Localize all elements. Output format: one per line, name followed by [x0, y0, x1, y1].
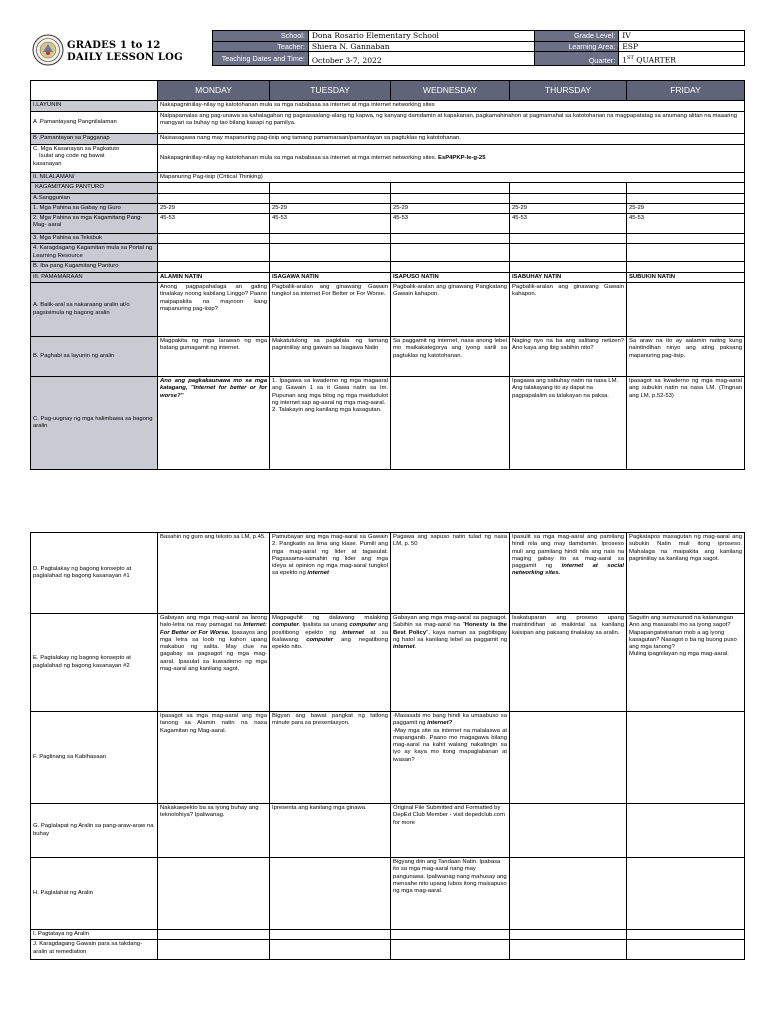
konsepto1-tue-text: Patnubayan ang mga mag-aaral sa Gawain 2. Pangkatin sa lima ang klase. Pumili ang mga mag-aaral ng lider at tagasulat. Pagsasama-samahin ng lider ang mga ideya at opinion ng mga mag-aaral tungkol sa epekto ng [272, 534, 388, 577]
konsepto2-wed-term2: internet [393, 644, 415, 651]
row-label-balik-aral: A. Balik-aral sa nakaraang aralin at/o pagsisimula ng bagong aralin [31, 283, 158, 337]
day-thursday: THURSDAY [510, 81, 627, 101]
konsepto2-tue-mid3: at sa ikalawang [272, 629, 388, 643]
konsepto2-wed-term: Honesty is the Best Policy [393, 622, 507, 636]
pamamaraan-mon: ALAMIN NATIN [158, 272, 270, 282]
gabay-thu: 25-29 [510, 203, 627, 213]
konsepto1-wed: Pagawa ang sapuso natin tulad ng nasa LM, p. 50 [391, 533, 510, 614]
quarter-word: QUARTER [633, 55, 677, 65]
empty-cell [627, 940, 745, 960]
kabihasaan-fri [627, 712, 745, 804]
row-label-kasanayan [31, 145, 158, 173]
day-friday: FRIDAY [627, 81, 745, 101]
empty-cell [510, 183, 627, 193]
kasanayan-sentence: Nakapagniniilay-nilay ng katotohanan mula sa mga nababasa sa internet at mga internet networking sites. [160, 154, 439, 161]
row-label-teksbuk: 3. Mga Pahina sa Teksbuk [31, 234, 158, 244]
empty-cell [270, 262, 391, 272]
quarter-label: Quarter: [535, 52, 619, 66]
empty-cell [510, 940, 627, 960]
empty-cell [158, 244, 270, 262]
pangnilalaman-text: Naipapamalas ang pag-unawa sa kahalagahan ng pagsasaalang-alang ng kapwa, ng kanyang damdamin at kapakanan, pagkamahinahon at pagmamahal sa katotohanan na magpapatatag sa anumang alitan na maaaring mangyari sa buhay ng tao bilang kasapi ng pamilya. [158, 112, 745, 134]
empty-cell [158, 940, 270, 960]
empty-cell [627, 858, 745, 930]
lesson-table-part2 [30, 532, 745, 960]
konsepto2-tue-term4: computer [306, 636, 334, 643]
empty-cell [391, 193, 510, 203]
konsepto1-thu-text: Ipasulit sa mga mag-aaral ang pamilang hindi nila ang may damdamin. Iproseso muli ang pamilang hindi nila ang nais na maging gabay ito sa mag-aaral sa paggamit ng [512, 534, 624, 570]
konsepto2-wed-post: ", kaya naman sa pagbibigay ng hatol sa kanilang lebel sa paggamit ng [393, 629, 507, 643]
empty-cell [627, 193, 745, 203]
pag-uugnay-mon: Ano ang pagkakaunawa mo sa mga katagang, "Internet for better or for worse?" [158, 377, 270, 470]
empty-cell [510, 262, 627, 272]
empty-cell [158, 930, 270, 940]
balik-aral-tue: Pagbalik-aralan ang ginawang Gawain tungkol sa internet For Better or For Worse. [270, 283, 391, 337]
empty-cell [270, 193, 391, 203]
empty-cell [627, 262, 745, 272]
empty-cell [627, 234, 745, 244]
konsepto2-tue [270, 614, 391, 712]
empty-cell [158, 262, 270, 272]
row-label-iba: B. Iba pang Kagamitang Panturo [31, 262, 158, 272]
empty-cell [158, 193, 270, 203]
paghahabi-wed: Sa paggamit ng internet, nasa anong lebel mo maikakategorya ang iyong sarili sa pagtuklas ng katotohanan. [391, 337, 510, 377]
konsepto1-tue [270, 533, 391, 614]
pamamaraan-fri: SUBUKIN NATIN [627, 272, 745, 282]
row-label-paglalapat: G. Paglalapat ng Aralin sa pang-araw-araw na buhay [31, 804, 158, 858]
paghahabi-fri: Sa araw na ito ay aalamin nating kung naintindihan ninyo ang ating paksang mapanuring pag-iisip. [627, 337, 745, 377]
empty-cell [391, 930, 510, 940]
row-label-karagdagan: 4. Karagdagang Kagamitan mula sa Portal ng Learning Resource [31, 244, 158, 262]
kagamitan-mon: 45-53 [158, 214, 270, 234]
kagamitan-tue: 45-53 [270, 214, 391, 234]
row-label-konsepto1: D. Pagtalakay ng bagong konsepto at paglalahad ng bagong kasanayan #1 [31, 533, 158, 614]
row-label-konsepto2: E. Pagtalakay ng bagong konsepto at paglalahad ng bagong kasanayan #2 [31, 614, 158, 712]
empty-cell [627, 930, 745, 940]
paghahabi-tue: Makatutulong sa pagkilala ng tamang pagniniilay ang gawain sa Isagawa Natin [270, 337, 391, 377]
empty-cell [391, 183, 510, 193]
pamamaraan-wed: ISAPUSO NATIN [391, 272, 510, 282]
empty-cell [158, 183, 270, 193]
konsepto2-mon-text: Gabayan ang mga mag-aaral sa larong halo-letra na may pamagat na [160, 615, 267, 629]
paglalapat-tue: Ipresenta ang kanilang mga ginawa. [270, 804, 391, 858]
konsepto2-tue-term2: computer [349, 622, 377, 629]
pag-uugnay-tue: 1. Ipagawa sa kwaderno ng mga magaaral ang Gawain 1 sa it Gawa natin sa lm. Pupunan ang mga bilog ng mga maidudulot ng internet sap ag-aaral ng mga mag-aaral. 2. Talakayin ang kanilang mga kasagutan. [270, 377, 391, 470]
kabihasaan-thu [510, 712, 627, 804]
kasanayan-text [158, 145, 745, 173]
row-label-kagamitan: KAGAMITANG PANTURO [31, 183, 158, 193]
empty-cell [391, 244, 510, 262]
empty-cell [510, 858, 627, 930]
day-tuesday: TUESDAY [270, 81, 391, 101]
area-label: Learning Area: [535, 41, 619, 52]
row-label-pagganap: B .Pamantayan sa Pagganap [31, 134, 158, 145]
kabihasaan-mon: Ipasagot sa mga mag-aaral ang mga tanong sa Alamin natin na nasa Kagamitan ng Mag-aaral. [158, 712, 270, 804]
empty-cell [391, 262, 510, 272]
gabay-tue: 25-29 [270, 203, 391, 213]
area-value: ESP [619, 41, 745, 52]
row-label-pagtataya: I. Pagtataya ng Aralin [31, 930, 158, 940]
balik-aral-mon: Anong pagpapahalaga an gating tinalakay noong kabilang Linggo? Paano maipapakita na mayroon kang mapanuring pag-iisip? [158, 283, 270, 337]
empty-cell [270, 940, 391, 960]
empty-cell [510, 244, 627, 262]
konsepto1-tue-term: internet [307, 570, 329, 577]
pag-uugnay-thu: Ipagawa ang sabuhay natin na nasa LM. Ang talakayang ito ay dapat na pagpapalalim sa talakayan na paksa. [510, 377, 627, 470]
empty-cell [510, 930, 627, 940]
empty-cell [510, 193, 627, 203]
school-label: School: [213, 31, 309, 42]
kabihasaan-tue: Bigyan ang bawat pangkat ng tatlong minute para sa presentasyon. [270, 712, 391, 804]
paglalahat-wed: Bigyang diin ang Tandaan Natin. Ipabasa ito sa mga mag-aaral nang may pangunawa. Ipaliwanag nang mahusay ang mensahe nito upang lubos itong maisapuso ng mga mag-aaral. [391, 858, 510, 930]
konsepto2-mon-post: Ipasayos ang mga letra sa loob ng kahon upang makabuo ng salita. May clue na gagabay sa pagsagot ng mga mag-aaral. Ipasulat sa kuwaderno ng mga mag-aaral ang kanilang sagot. [160, 629, 267, 673]
kasanayan-label-line2: Isulat ang code ng bawat [39, 153, 105, 160]
day-monday: MONDAY [158, 81, 270, 101]
empty-cell [391, 234, 510, 244]
konsepto2-tue-text: Magpaguhit ng dalawang malaking [272, 615, 388, 621]
deped-seal-icon [32, 34, 64, 66]
pag-uugnay-wed [391, 377, 510, 470]
header [30, 30, 745, 72]
paglalapat-mon: Nakakaepekto ba sa iyong buhay ang teknolohiya? Ipaliwanag. [158, 804, 270, 858]
kasanayan-label-line3: kasanayan [33, 160, 62, 167]
day-wednesday: WEDNESDAY [391, 81, 510, 101]
kagamitan-wed: 45-53 [391, 214, 510, 234]
empty-cell [627, 183, 745, 193]
konsepto2-wed-text: Gabayan ang mga mag-aaral sa pagsagot. Sabihin sa mag-aaral na " [393, 615, 507, 629]
pamamaraan-tue: ISAGAWA NATIN [270, 272, 391, 282]
konsepto2-mon-term: Internet: For Better or For Worse. [160, 622, 267, 636]
kasanayan-code: EsP4PKP-Ie-g-25 [438, 154, 486, 161]
pagganap-text: Naisasagawa nang may mapanuring pag-iisip ang tamang pamamaraan/pamantayan sa pagtuklas ng katotohanan. [158, 134, 745, 145]
balik-aral-thu: Pagbalik-aralan ang ginawang Gawain kahapon. [510, 283, 627, 337]
konsepto2-thu: Isakatuparan ang proseso upang maintindihan at maikintal sa kanilang kaisipan ang paksang tinalakay sa aralin. [510, 614, 627, 712]
quarter-number: 1 [622, 55, 628, 65]
pamamaraan-thu: ISABUHAY NATIN [510, 272, 627, 282]
grade-label: Grade Level: [535, 31, 619, 42]
konsepto2-mon [158, 614, 270, 712]
empty-cell [627, 244, 745, 262]
gabay-mon: 25-29 [158, 203, 270, 213]
row-label-kabihasaan: F. Paglinang sa Kabihasaan [31, 712, 158, 804]
empty-cell [270, 183, 391, 193]
title-line-2: DAILY LESSON LOG [67, 52, 183, 63]
lesson-table-part1 [30, 80, 745, 470]
konsepto1-thu-term: internet at social networking sites. [512, 563, 624, 577]
konsepto2-wed-end: . [414, 644, 417, 651]
kabihasaan-wed [391, 712, 510, 804]
konsepto1-fri: Pagkatapos masagutan ng mag-aaral ang subukin Natin muli itong iproseso. Mahalaga na maipakita ang kanilang pagniniilay sa kanilang mga sagot. [627, 533, 745, 614]
nilalaman-text: Mapanuring Pag-iisip (Critical Thinking) [158, 173, 745, 183]
document-title [67, 40, 183, 64]
title-line-1: GRADES 1 to 12 [67, 40, 161, 51]
empty-cell [270, 234, 391, 244]
empty-cell [510, 234, 627, 244]
paglalapat-thu [510, 804, 627, 858]
row-label-takdang: J. Karagdagang Gawain para sa takdang- aralin at remediation [31, 940, 158, 960]
gabay-wed: 25-29 [391, 203, 510, 213]
pag-uugnay-fri: Ipasagot sa kwaderno ng mga mag-aaral ang subukin natin na nasa LM. (Tingnan ang LM, p.52-53) [627, 377, 745, 470]
teacher-value: Shiera N. Gannaban [308, 41, 535, 52]
row-label-kagamitan-mag: 2. Mga Pahina sa mga Kagamitang Pang- Mag- aaral [31, 214, 158, 234]
header-info-table [212, 30, 745, 66]
row-label-paghahabi: B. Paghabi sa layunin ng aralin [31, 337, 158, 377]
konsepto1-thu [510, 533, 627, 614]
school-value: Dona Rosario Elementary School [308, 31, 535, 42]
empty-cell [270, 930, 391, 940]
row-label-pag-uugnay: C. Pag-uugnay ng mga halimbawa sa bagong aralin [31, 377, 158, 470]
dates-label: Teaching Dates and Time: [213, 52, 309, 66]
dates-value: October 3-7, 2022 [308, 52, 535, 66]
konsepto2-tue-mid2: ang positibong epekto ng [272, 622, 388, 636]
kabihasaan-wed-term: internet? [427, 720, 453, 727]
konsepto2-fri: Sagutin ang sumusunod na katanungan Ano ang masasabi mo sa iyong sagot? Mapapangatwiranan mob a ag iyong kasagutan? Nasagot o ba ng buong puso ang mga tanong? Muling ipagnilayan ng mga mag-aaral. [627, 614, 745, 712]
row-label-gabay: 1. Mga Pahina sa Gabay ng Guro [31, 203, 158, 213]
konsepto1-mon: Basahin ng guro ang teksto sa LM, p.45. [158, 533, 270, 614]
empty-cell [270, 858, 391, 930]
empty-cell [158, 234, 270, 244]
kagamitan-thu: 45-53 [510, 214, 627, 234]
quarter-value [619, 52, 745, 66]
kagamitan-fri: 45-53 [627, 214, 745, 234]
kasanayan-label-line1: C. Mga Kasanayan sa Pagkatuto [33, 146, 120, 152]
row-label-nilalaman: II. NILALAMAN/ [31, 173, 158, 183]
empty-cell [391, 940, 510, 960]
row-label-sanggunian: A.Sanggunian [31, 193, 158, 203]
layunin-text: Nakapagniniilay-nilay ng katotohanan mula sa mga nababasa sa internet at mga internet networking sites [158, 101, 745, 112]
konsepto2-tue-term1: computer [272, 622, 299, 629]
row-label-paglalahat: H. Paglalahat ng Aralin [31, 858, 158, 930]
row-label-layunin: I.LAYUNIN [31, 101, 158, 112]
empty-cell [158, 858, 270, 930]
paghahabi-mon: Magpakita ng mga larawan ng mga batang gumagamit ng internet. [158, 337, 270, 377]
paglalapat-wed: Original File Submitted and Formatted by DepEd Club Member - visit depedclub.com for more [391, 804, 510, 858]
balik-aral-fri [627, 283, 745, 337]
konsepto2-tue-term3: internet [342, 629, 364, 636]
corner-cell [31, 81, 158, 101]
kabihasaan-wed-text: -Masasabi mo bang hindi ka umaabuso sa paggamit ng [393, 713, 507, 727]
empty-cell [270, 244, 391, 262]
row-label-pangnilalaman: A .Pamantayang Pangnilalaman [31, 112, 158, 134]
paglalapat-fri [627, 804, 745, 858]
paghahabi-thu: Naging nyo na ba ang salitang netizen? Ano kaya ang ibig sabihin nito? [510, 337, 627, 377]
kabihasaan-wed-post: -May mga site sa internet na malalaswa at mapanganib. Paano mo magagawa bilang mag-aaral na kahit walang nakatingin sa iyo ay kaya mo itong mapaglabanan at iwasan? [393, 727, 507, 763]
konsepto2-tue-post: ang negatibong epekto nito. [272, 636, 388, 651]
teacher-label: Teacher: [213, 41, 309, 52]
grade-value: IV [619, 31, 745, 42]
konsepto2-tue-mid1: . Ipalista sa unang [298, 622, 350, 629]
row-label-pamamaraan: III. PAMAMARAAN [31, 272, 158, 282]
konsepto2-wed [391, 614, 510, 712]
quarter-superscript: ST [627, 54, 634, 61]
balik-aral-wed: Pagbalik-aralan ang ginawang Pangkatang Gawain kahapon. [391, 283, 510, 337]
gabay-fri: 25-29 [627, 203, 745, 213]
